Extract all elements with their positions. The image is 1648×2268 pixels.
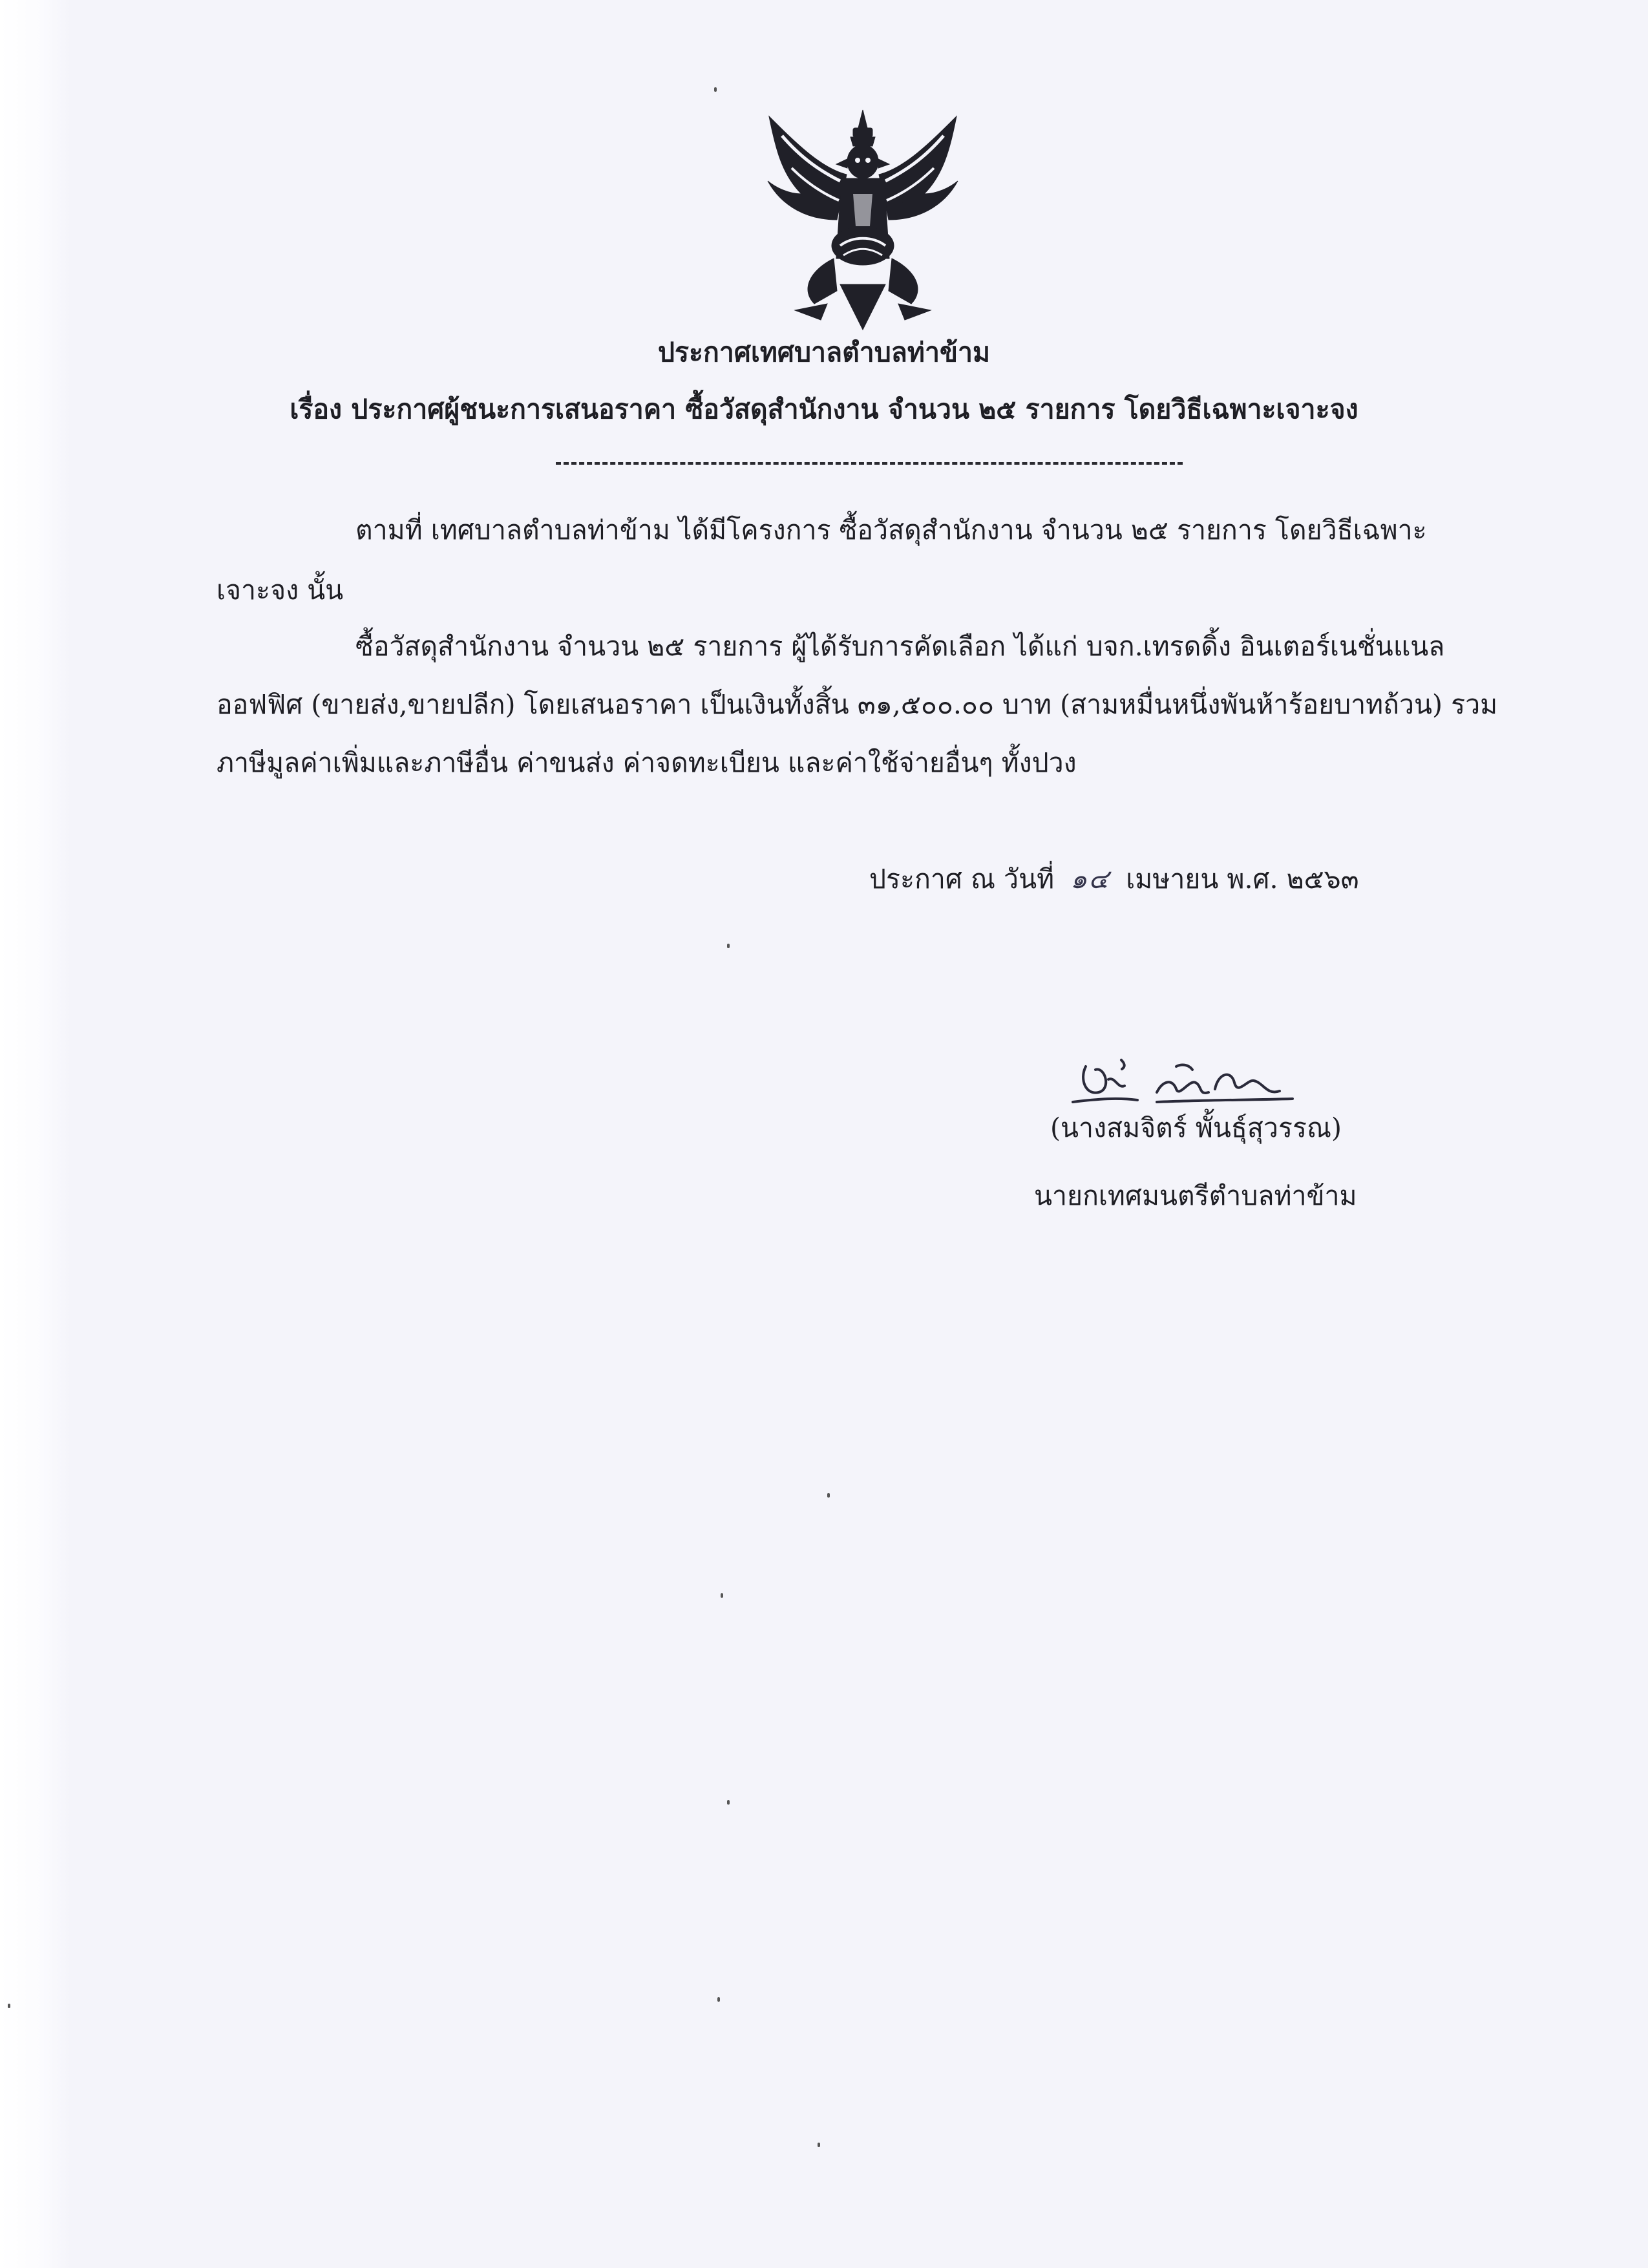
announce-date — [869, 860, 1359, 898]
scan-speck — [727, 944, 730, 948]
scan-speck — [827, 1493, 830, 1498]
announce-prefix: ประกาศ ณ วันที่ — [869, 864, 1055, 895]
scan-speck — [717, 1997, 720, 2002]
signatory-name: (นางสมจิตร์ พั้นธุ์สุวรรณ) — [1050, 1112, 1342, 1143]
scan-speck — [727, 1800, 730, 1805]
paragraph2-line3: ภาษีมูลค่าเพิ่มและภาษีอื่น ค่าขนส่ง ค่าจดทะเบียน และค่าใช้จ่ายอื่นๆ ทั้งปวง — [217, 747, 1077, 778]
scan-speck — [818, 2143, 820, 2147]
scan-speck — [8, 2004, 10, 2008]
signatory-position: นายกเทศมนตรีตำบลท่าข้าม — [1034, 1180, 1357, 1211]
paragraph2-line2: ออฟฟิศ (ขายส่ง,ขายปลีก) โดยเสนอราคา เป็นเงินทั้งสิ้น ๓๑,๕๐๐.๐๐ บาท (สามหมื่นหนึ่งพันห้าร้อยบาทถ้วน) รวม — [217, 689, 1498, 720]
announce-day: ๑๔ — [1070, 864, 1110, 895]
scan-speck — [714, 87, 717, 92]
paragraph1-line2: เจาะจง นั้น — [217, 575, 344, 606]
garuda-emblem-icon — [756, 97, 969, 336]
document-subject: เรื่อง ประกาศผู้ชนะการเสนอราคา ซื้อวัสดุสำนักงาน จำนวน ๒๕ รายการ โดยวิธีเฉพาะเจาะจง — [290, 394, 1358, 425]
divider-line — [556, 462, 1183, 465]
announce-month-year: เมษายน พ.ศ. ๒๕๖๓ — [1126, 864, 1359, 895]
paragraph1-line1: ตามที่ เทศบาลตำบลท่าข้าม ได้มีโครงการ ซื้อวัสดุสำนักงาน จำนวน ๒๕ รายการ โดยวิธีเฉพาะ — [355, 514, 1427, 546]
paragraph2-line1: ซื้อวัสดุสำนักงาน จำนวน ๒๕ รายการ ผู้ได้รับการคัดเลือก ได้แก่ บจก.เทรดดิ้ง อินเตอร์เนชั่นแนล — [355, 631, 1445, 662]
document-heading: ประกาศเทศบาลตำบลท่าข้าม — [657, 337, 991, 368]
handwritten-signature — [1060, 1041, 1305, 1112]
scan-speck — [721, 1593, 723, 1598]
